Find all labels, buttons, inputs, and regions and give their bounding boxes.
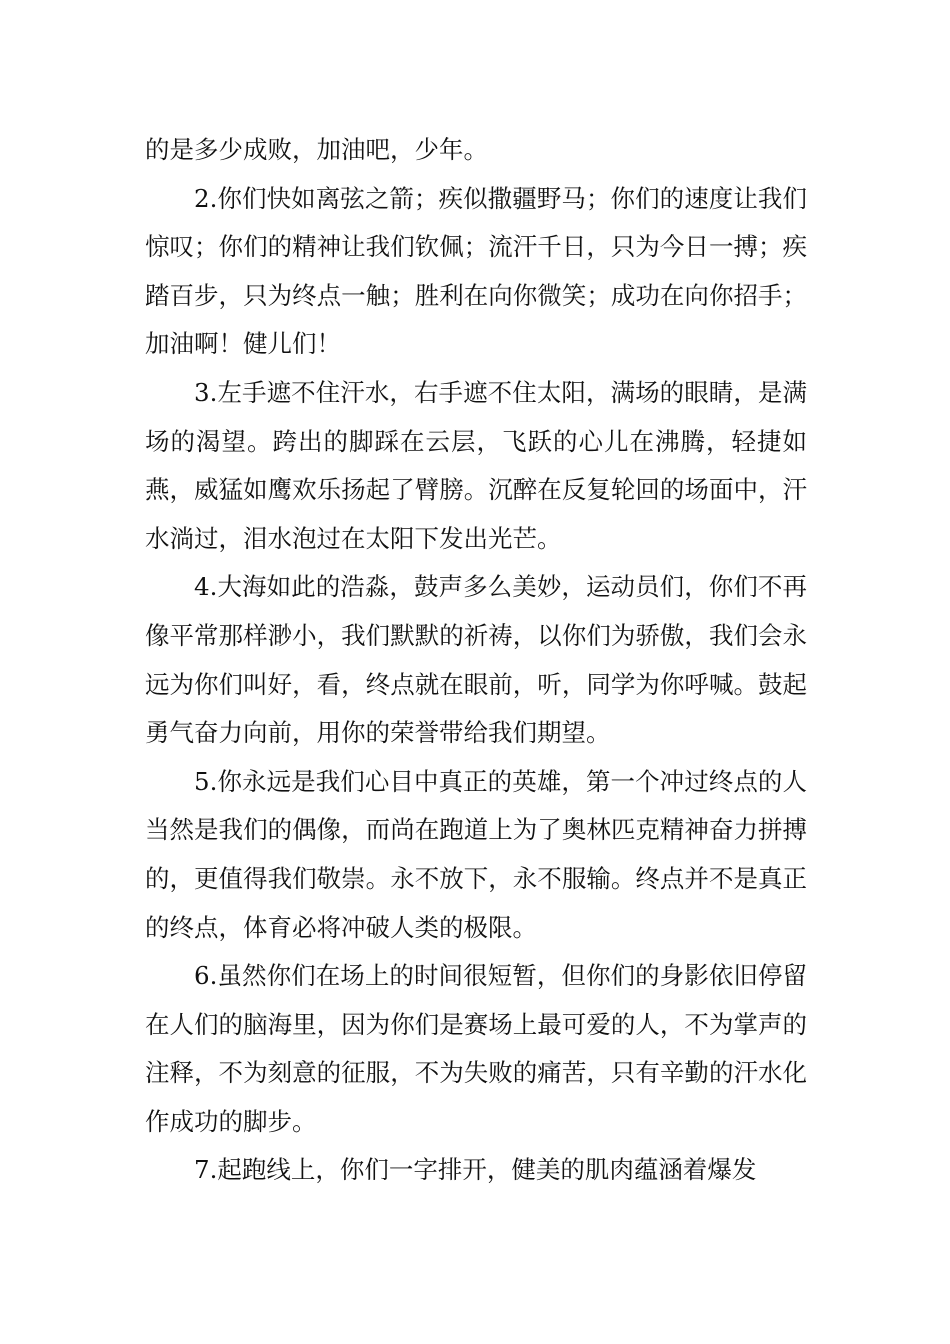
paragraph-item-7: 7.起跑线上，你们一字排开，健美的肌肉蕴涵着爆发	[194, 1155, 757, 1185]
paragraph-continuation: 的是多少成败，加油吧，少年。	[145, 135, 488, 164]
paragraph-item-2: 2.你们快如离弦之箭；疾似撒疆野马；你们的速度让我们惊叹；你们的精神让我们钦佩；流汗千日，只为今日一搏；疾踏百步，只为终点一触；胜利在向你微笑；成功在向你招手；加油啊！健儿们！	[145, 183, 807, 359]
paragraph-item-6: 6.虽然你们在场上的时间很短暂，但你们的身影依旧停留在人们的脑海里，因为你们是赛场上最可爱的人，不为掌声的注释，不为刻意的征服，不为失败的痛苦，只有辛勤的汗水化作成功的脚步。	[145, 961, 807, 1136]
paragraph-item-5: 5.你永远是我们心目中真正的英雄，第一个冲过终点的人当然是我们的偶像，而尚在跑道上为了奥林匹克精神奋力拼搏的，更值得我们敬崇。永不放下，永不服输。终点并不是真正的终点，体育必将冲破人类的极限。	[145, 766, 807, 942]
paragraph-item-4: 4.大海如此的浩淼，鼓声多么美妙，运动员们，你们不再像平常那样渺小，我们默默的祈祷，以你们为骄傲，我们会永远为你们叫好，看，终点就在眼前，听，同学为你呼喊。鼓起勇气奋力向前，用你的荣誉带给我们期望。	[145, 572, 807, 748]
paragraph-item-3: 3.左手遮不住汗水，右手遮不住太阳，满场的眼睛，是满场的渴望。跨出的脚踩在云层，飞跃的心儿在沸腾，轻捷如燕，威猛如鹰欢乐扬起了臂膀。沉醉在反复轮回的场面中，汗水淌过，泪水泡过在太阳下发出光芒。	[145, 377, 807, 553]
document-body	[145, 126, 807, 1195]
